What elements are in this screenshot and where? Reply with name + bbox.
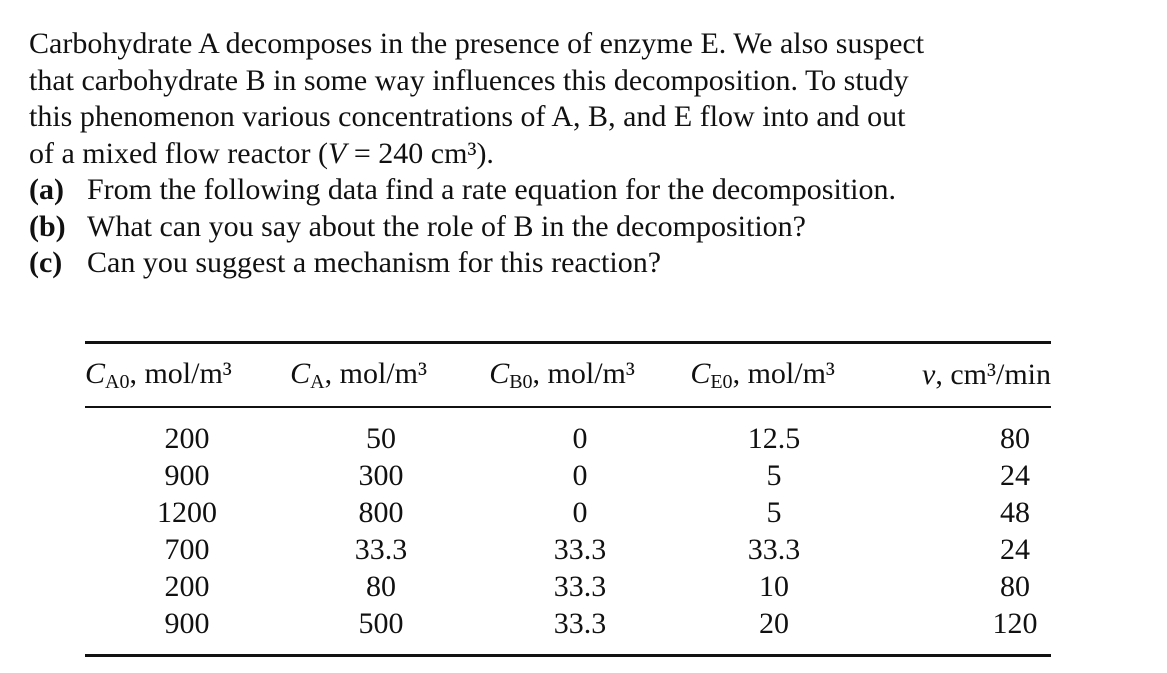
header-subscript: E0 bbox=[710, 370, 733, 393]
cell-ca: 500 bbox=[358, 607, 404, 640]
data-table-body bbox=[85, 408, 1051, 654]
column-header-ce0 bbox=[690, 344, 889, 406]
cell-ca0: 900 bbox=[164, 607, 210, 640]
problem-line-3: this phenomenon various concentrations of A, B, and E flow into and out bbox=[29, 100, 906, 133]
cell-cb0: 33.3 bbox=[553, 533, 607, 566]
cell-v: 80 bbox=[1000, 422, 1030, 455]
cell-ca: 33.3 bbox=[354, 533, 408, 566]
data-table bbox=[85, 344, 1051, 406]
header-unit: , mol/m³ bbox=[324, 356, 427, 390]
cell-ca0: 900 bbox=[164, 459, 210, 492]
cell-v: 24 bbox=[1000, 533, 1030, 566]
header-unit: , mol/m³ bbox=[129, 356, 232, 390]
header-symbol: C bbox=[690, 356, 711, 390]
table-row bbox=[85, 457, 1051, 494]
table-header-row bbox=[85, 344, 1051, 406]
problem-line-4 bbox=[29, 136, 1149, 173]
header-symbol: v bbox=[922, 358, 936, 391]
problem-line-4-end: = 240 cm³). bbox=[346, 136, 494, 170]
table-row bbox=[85, 494, 1051, 531]
cell-ca0: 700 bbox=[164, 533, 210, 566]
header-symbol: C bbox=[85, 356, 106, 390]
part-b-label: (b) bbox=[29, 209, 66, 243]
cell-v: 48 bbox=[1000, 496, 1030, 529]
table-row bbox=[85, 408, 1051, 457]
cell-ca: 800 bbox=[358, 496, 404, 529]
problem-statement bbox=[29, 26, 1149, 282]
part-b-text: What can you say about the role of B in the decomposition? bbox=[87, 209, 806, 243]
header-subscript: A0 bbox=[105, 370, 130, 393]
cell-ca: 50 bbox=[366, 422, 396, 455]
problem-line-1: Carbohydrate A decomposes in the presence of enzyme E. We also suspect bbox=[29, 27, 925, 60]
header-unit: , cm³/min bbox=[935, 358, 1051, 391]
header-subscript: A bbox=[310, 370, 325, 393]
cell-v: 80 bbox=[1000, 570, 1030, 603]
column-header-v bbox=[889, 344, 1051, 406]
cell-ce0: 10 bbox=[759, 570, 789, 603]
cell-cb0: 33.3 bbox=[553, 607, 607, 640]
cell-v: 24 bbox=[1000, 459, 1030, 492]
cell-ce0: 20 bbox=[759, 607, 789, 640]
part-c-text: Can you suggest a mechanism for this reaction? bbox=[87, 246, 662, 279]
table-row bbox=[85, 531, 1051, 568]
cell-cb0: 0 bbox=[572, 459, 588, 492]
header-symbol: C bbox=[489, 356, 510, 390]
column-header-ca0 bbox=[85, 344, 286, 406]
header-subscript: B0 bbox=[509, 370, 533, 393]
column-header-ca bbox=[286, 344, 489, 406]
header-unit: , mol/m³ bbox=[532, 356, 635, 390]
cell-ca0: 1200 bbox=[157, 496, 217, 529]
table-row bbox=[85, 605, 1051, 654]
part-a-text: From the following data find a rate equation for the decomposition. bbox=[87, 173, 896, 206]
column-header-cb0 bbox=[489, 344, 690, 406]
data-table-container bbox=[85, 341, 1051, 657]
problem-line-2: that carbohydrate B in some way influences this decomposition. To study bbox=[29, 63, 909, 97]
table-row bbox=[85, 568, 1051, 605]
cell-ce0: 12.5 bbox=[747, 422, 801, 455]
cell-ce0: 33.3 bbox=[747, 533, 801, 566]
table-bottom-rule bbox=[85, 654, 1051, 657]
part-c-label: (c) bbox=[29, 246, 63, 279]
part-a bbox=[29, 172, 1149, 209]
part-a-label: (a) bbox=[29, 173, 64, 206]
cell-cb0: 0 bbox=[572, 496, 588, 529]
problem-line-4-start: of a mixed flow reactor ( bbox=[29, 136, 329, 170]
cell-ca0: 200 bbox=[164, 422, 210, 455]
cell-ca: 300 bbox=[358, 459, 404, 492]
cell-cb0: 33.3 bbox=[553, 570, 607, 603]
cell-ca: 80 bbox=[366, 570, 396, 603]
reactor-volume-symbol: V bbox=[328, 136, 347, 170]
cell-ce0: 5 bbox=[766, 459, 782, 492]
part-b bbox=[29, 209, 1149, 246]
cell-ce0: 5 bbox=[766, 496, 782, 529]
cell-ca0: 200 bbox=[164, 570, 210, 603]
header-symbol: C bbox=[290, 356, 311, 390]
header-unit: , mol/m³ bbox=[732, 356, 835, 390]
cell-v: 120 bbox=[992, 607, 1038, 640]
part-c bbox=[29, 245, 1149, 282]
cell-cb0: 0 bbox=[572, 422, 588, 455]
